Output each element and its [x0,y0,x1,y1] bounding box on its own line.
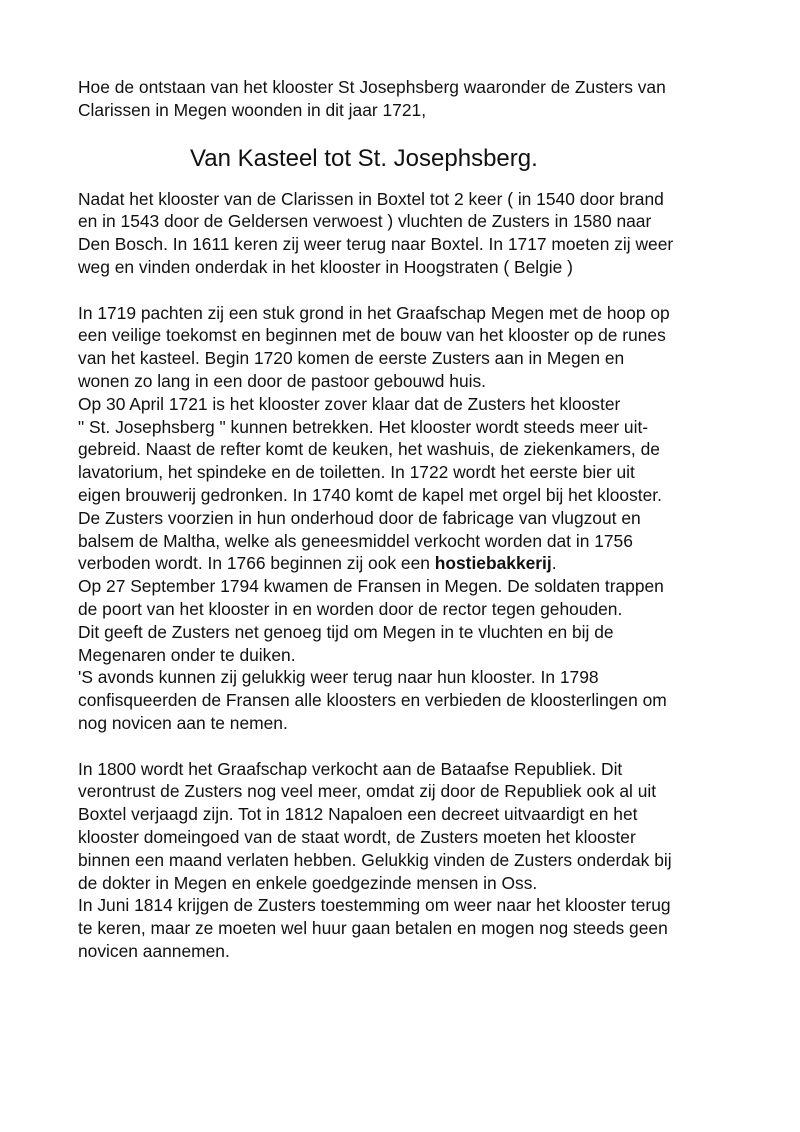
text-fragment: verboden wordt. In 1766 beginnen zij ook een [78,553,435,574]
text-line: 'S avonds kunnen zij gelukkig weer terug naar hun klooster. In 1798 [78,667,599,688]
text-line: de poort van het klooster in en worden door de rector tegen gehouden. [78,598,623,619]
text-line-hostie [78,552,728,575]
text-line: In 1800 wordt het Graafschap verkocht aan de Bataafse Republiek. Dit [78,758,623,779]
text-line: gebreid. Naast de refter komt de keuken, het washuis, de ziekenkamers, de [78,439,660,460]
text-line: Dit geeft de Zusters net genoeg tijd om Megen in te vluchten en bij de [78,621,614,642]
text-line: lavatorium, het spindeke en de toiletten. In 1722 wordt het eerste bier uit [78,462,635,483]
intro-line: Clarissen in Megen woonden in dit jaar 1721, [78,99,427,120]
paragraph-3 [78,758,728,963]
text-line: eigen brouwerij gedronken. In 1740 komt de kapel met orgel bij het klooster. [78,484,662,505]
text-line: Nadat het klooster van de Clarissen in Boxtel tot 2 keer ( in 1540 door brand [78,188,664,209]
text-line: Op 27 September 1794 kwamen de Fransen in Megen. De soldaten trappen [78,576,664,597]
bold-term: hostiebakkerij [434,553,552,574]
text-line: Den Bosch. In 1611 keren zij weer terug naar Boxtel. In 1717 moeten zij weer [78,234,674,255]
text-line: Op 30 April 1721 is het klooster zover klaar dat de Zusters het klooster [78,393,621,414]
text-line: een veilige toekomst en beginnen met de bouw van het klooster op de runes [78,325,666,346]
text-line: wonen zo lang in een door de pastoor gebouwd huis. [78,370,487,391]
text-line: weg en vinden onderdak in het klooster in Hoogstraten ( Belgie ) [78,256,573,277]
intro-text [78,76,728,122]
text-line: en in 1543 door de Geldersen verwoest ) vluchten de Zusters in 1580 naar [78,211,652,232]
text-line: Megenaren onder te duiken. [78,644,296,665]
text-line: van het kasteel. Begin 1720 komen de eerste Zusters aan in Megen en [78,348,625,369]
text-fragment: . [551,553,557,574]
text-line: In Juni 1814 krijgen de Zusters toestemming om weer naar het klooster terug [78,895,671,916]
text-line: klooster domeingoed van de staat wordt, de Zusters moeten het klooster [78,826,636,847]
text-line: novicen aannemen. [78,940,230,961]
document-page [78,76,728,963]
text-line: " St. Josephsberg " kunnen betrekken. Het klooster wordt steeds meer uit- [78,416,649,437]
text-line: De Zusters voorzien in hun onderhoud door de fabricage van vlugzout en [78,507,641,528]
paragraph-1 [78,188,728,279]
text-line: verontrust de Zusters nog veel meer, omdat zij door de Republiek ook al uit [78,781,657,802]
text-line: In 1719 pachten zij een stuk grond in het Graafschap Megen met de hoop op [78,302,670,323]
text-line: te keren, maar ze moeten wel huur gaan betalen en mogen nog steeds geen [78,918,668,939]
text-line: Boxtel verjaagd zijn. Tot in 1812 Napaloen een decreet uitvaardigt en het [78,804,638,825]
text-line: de dokter in Megen en enkele goedgezinde mensen in Oss. [78,872,538,893]
paragraph-2 [78,302,728,735]
text-line: nog novicen aan te nemen. [78,712,288,733]
intro-line: Hoe de ontstaan van het klooster St Josephsberg waaronder de Zusters van [78,77,666,97]
text-line: confisqueerden de Fransen alle kloosters en verbieden de kloosterlingen om [78,690,667,711]
text-line: balsem de Maltha, welke als geneesmiddel verkocht worden dat in 1756 [78,530,633,551]
document-title: Van Kasteel tot St. Josephsberg. [190,144,538,172]
text-line: binnen een maand verlaten hebben. Gelukkig vinden de Zusters onderdak bij [78,849,672,870]
